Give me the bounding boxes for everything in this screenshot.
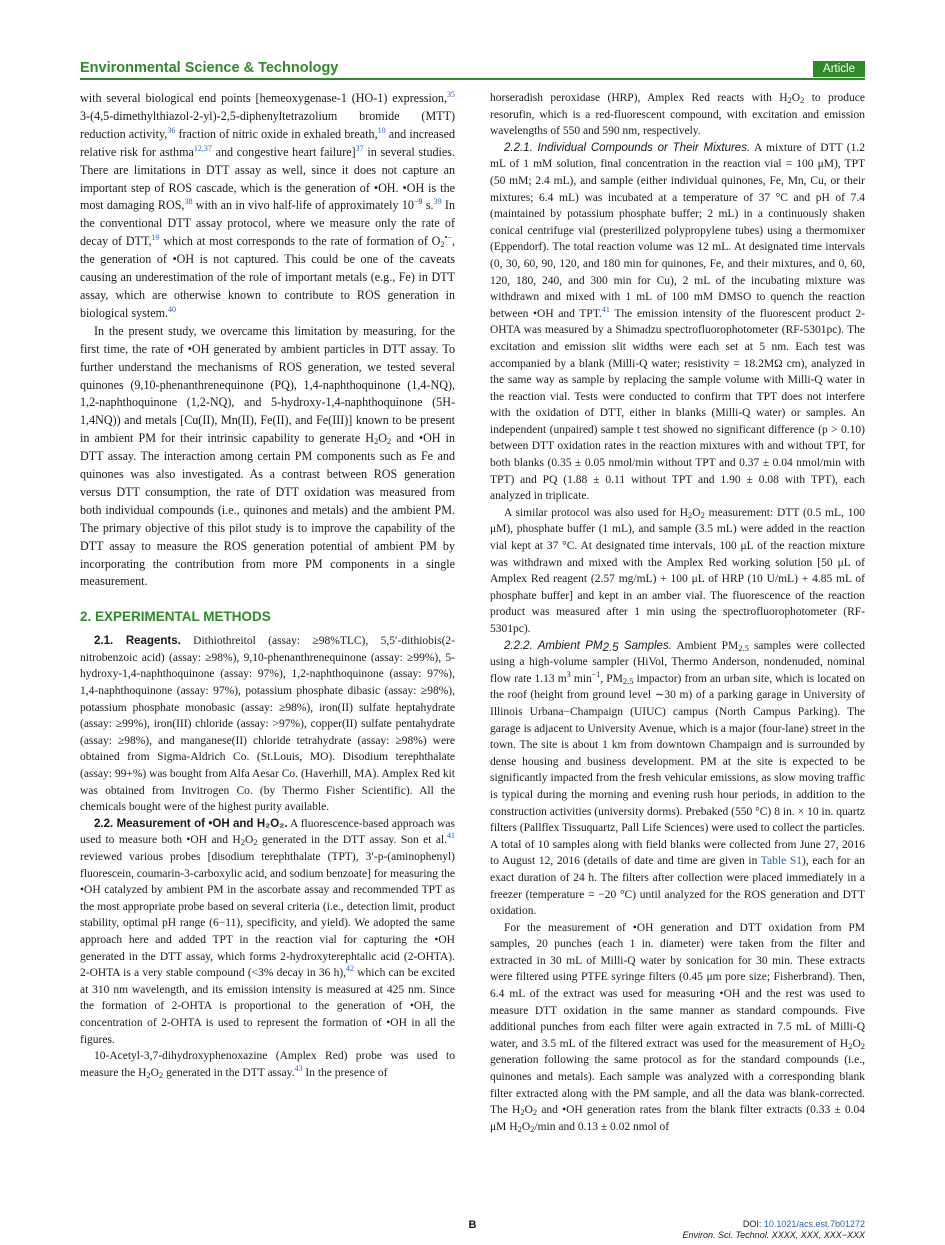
ref-43[interactable]: 43	[294, 1063, 303, 1073]
journal-name[interactable]: Environmental Science & Technology	[80, 60, 339, 76]
left-column	[80, 90, 455, 1081]
amplex-paragraph: 10-Acetyl-3,7-dihydroxyphenoxazine (Amplex Red) probe was used to measure the $H_2O_2$ generated in the DTT assay.$^{43}$ In the presence of	[80, 1050, 455, 1080]
ref-39[interactable]: 39	[433, 197, 442, 207]
ref-37[interactable]: 37	[355, 143, 364, 153]
ref-12-37[interactable]: 12,37	[193, 143, 212, 153]
reagents-paragraph: 2.1. Reagents. Dithiothreitol (assay: ≥98%TLC), 5,5′-dithiobis(2-nitrobenzoic acid) (assay: ≥98%), 9,10-phenanthrenequinone (assay: ≥99%), 5-hydroxy-1,4-naphthoquinone (assay: 97%), 1,2-naphthoquinone (assay: 97%), 1,4-naphthoquinone (assay: 97%), potassium phosphate dibasic (assay: ≥98%), potassium phosphate monobasic (assay: ≥98%), iron(II) sulfate heptahydrate (assay: ≥99%), iron(III) chloride (assay: >97%), copper(II) sulfate pentahydrate (assay: ≥98%), and manganese(II) chloride tetrahydrate (assay: ≥98%) were obtained from Sigma-Aldrich Co. (St.Louis, MO). Disodium terephthalate (assay: 99+%) was bought from Alfa Aesar Co. (Haverhill, MA). Amplex Red kit was obtained from Invitrogen Co. (by Thermo Fisher Scientific). All the chemicals bought were of the highest purity available.	[80, 635, 455, 814]
right-column	[490, 90, 865, 1135]
measurement-paragraph: 2.2. Measurement of •OH and H₂O₂. A fluorescence-based approach was used to measure both •OH and $H_2O_2$ generated in the DTT assay. Son et al.$^{41}$ reviewed various probes [disodium terephthalate (TPT), 3′-p-(aminophenyl) fluorescein, coumarin-3-carboxylic acid, and sodium benzoate] for measuring the •OH catalyzed by ambient PM in the ascorbate assay and recommended TPT as the most appropriate probe based on several criteria (i.e., detection limit, product stability, optimal pH range (6−11), specificity, and yield). We adopted the same approach here and added TPT in the reaction vial for capturing the •OH generated in the DTT assay, which forms 2-hydroxyterephtalic acid (2-OHTA). 2-OHTA is a very stable compound (<3% decay in 36 h),$^{42}$ which can be excited at 310 nm wavelength, and its emission intensity is measured at 425 nm. Since the formation of 2-OHTA is proportional to the generation of •OH, the concentration of 2-OHTA is used to represent the formation of •OH in all the figures.	[80, 817, 455, 1046]
table-s1-link[interactable]: Table S1	[760, 855, 802, 868]
ref-38[interactable]: 38	[184, 197, 193, 207]
doi-link[interactable]: 10.1021/acs.est.7b01272	[763, 1219, 865, 1229]
pm-measurement-paragraph: For the measurement of •OH generation and DTT oxidation from PM samples, 20 punches (each 1 in. diameter) were taken from the filter and extracted in 30 mL of Milli-Q water by sonication for 30 min. These extracts were filtered using PTFE syringe filters (0.45 μm pore size; Fisherbrand). Then, 6.4 mL of the extract was used for measuring •OH and the rest was used to measure DTT oxidation in the same manner as standard compounds. Five additional punches from each filter were again extracted in 7.5 mL of Milli-Q water, and 3.5 mL of the filtered extract was used for the measurement of $H_2O_2$ generation following the same protocol as for the standard compounds (i.e., quinones and metals). Each sample was analyzed with a corresponding blank filter extracted along with the PM sample, and all the data was blank-corrected. The $H_2O_2$ and •OH generation rates from the blank filter extracts (0.33 ± 0.04 μM $H_2O_2/\min$ and 0.13 ± 0.02 nmol of	[490, 921, 865, 1134]
ref-41-b[interactable]: 41	[601, 304, 610, 314]
ref-40[interactable]: 40	[168, 304, 177, 314]
page-header	[80, 60, 865, 78]
ref-36[interactable]: 36	[167, 125, 176, 135]
ref-41[interactable]: 41	[447, 831, 455, 841]
h2o2-protocol-paragraph: A similar protocol was also used for $H_2O_2$ measurement: DTT (0.5 mL, 100 μM), phosphate buffer (1 mL), and sample (3.5 mL) were added in the reaction vial kept at 37 °C. At designated time intervals, 100 μL of the reaction mixture was withdrawn and mixed with the Amplex Red working solution [50 μL of Amplex Red reagent (2.57 mg/mL) + 100 μL of HRP (10 U/mL) + 4.85 mL of phosphate buffer] and kept in an amber vial. The fluorescence of the reaction product was measured after 1 min using the spectrofluorophotometer (RF-5301pc).	[490, 506, 865, 635]
article-badge[interactable]: Article	[813, 61, 865, 77]
ref-35[interactable]: 35	[447, 90, 455, 99]
intro-paragraph-1: with several biological end points [hemeoxygenase-1 (HO-1) expression,$^{35}$ 3-(4,5-dimethylthiazol-2-yl)-2,5-diphenyltetrazolium bromide (MTT) reduction activity,$^{36}$ fraction of nitric oxide in exhaled breath,$^{10}$ and increased relative risk for asthma$^{12,37}$ and congestive heart failure]$^{37}$ in several studies. There are limitations in DTT assay as well, since it does not capture an important step of ROS cascade, which is the generation of •OH. •OH is the most damaging ROS,$^{38}$ with an in vivo half-life of approximately $10^{-9}$ s.$^{39}$ In the conventional DTT assay protocol, where we measure only the rate of decay of DTT,$^{19}$ which at most corresponds to the rate of formation of $O_2^{•-}$, the generation of •OH is not captured. This could be one of the caveats causing an underestimation of the role of important metals (e.g., Fe) in DTT assay, which are otherwise known to contribute to ROS generation in biological system.$^{40}$	[80, 90, 456, 320]
ref-10[interactable]: 10	[377, 125, 386, 135]
ref-42[interactable]: 42	[346, 964, 355, 974]
ambient-pm-paragraph: 2.2.2. Ambient $PM_{2.5}$ Samples. Ambient $PM_{2.5}$ samples were collected using a high-volume sampler (HiVol, Thermo Anderson, nondenuded, nominal flow rate 1.13 $m^3$ $\min^{-1}$, $PM_{2.5}$ impactor) from an urban site, which is located on the roof (height from ground level ∼30 m) of a parking garage in University of Illinois Urbana−Champaign (UIUC) campus (North Campus Parking). The garage is adjacent to University Avenue, which is a major (four-lane) street in the town. The site is about 1 km from downtown Champaign and is surrounded by dense housing and business development. PM at the site is expected to be significantly impacted from the fresh vehicular emissions, as slow moving traffic is typical during the morning and evening rush hour periods, in addition to the construction activities (university dorms). Prebaked (550 °C) 8 in. × 10 in. quartz filters (Pallflex Tissuquartz, Pall Life Sciences) were used to collect the particles. A total of 10 samples along with field blanks were collected from June 27, 2016 to August 12, 2016 (details of date and time are given in Table S1), each for an exact duration of 24 h. The filters after collection were placed immediately in a freezer (temperature = −20 °C) until analyzed for the ROS generation and DTT oxidation.	[490, 639, 866, 918]
section-heading-methods: 2. EXPERIMENTAL METHODS	[80, 609, 271, 625]
hrp-paragraph: horseradish peroxidase (HRP), Amplex Red reacts with $H_2O_2$ to produce resorufin, which is a red-fluorescent compound, with excitation and emission wavelengths of 550 and 590 nm, respectively.	[490, 92, 866, 138]
intro-paragraph-2: In the present study, we overcame this limitation by measuring, for the first time, the rate of •OH generated by ambient particles in DTT assay. To further understand the mechanisms of ROS generation, we tested several quinones (9,10-phenanthrenequinone (PQ), 1,4-naphthoquinone (1,4-NQ), 1,2-naphthoquinone (1,2-NQ), and 5-hydroxy-1,4-naphthoquinone (5H-1,4NQ)) and metals [Cu(II), Mn(II), Fe(II), and Fe(III)] known to be present in ambient PM for their intrinsic capability to generate $H_2O_2$ and •OH in DTT assay. The interaction among certain PM components such as Fe and quinones was also investigated. As a contrast between ROS generation versus DTT consumption, the rate of DTT oxidation was measured from both individual compounds (i.e., quinones and metals) and the ambient PM. The primary objective of this pilot study is to improve the capability of the DTT assay to measure the ROS generation potential of ambient PM by incorporating the contribution from more PM components in a single measurement.	[80, 323, 456, 589]
ref-19[interactable]: 19	[151, 233, 160, 243]
footer-citation: DOI: 10.1021/acs.est.7b01272 Environ. Sci. Technol. XXXX, XXX, XXX−XXX	[682, 1219, 865, 1240]
header-rule	[80, 78, 865, 80]
page-number: B	[468, 1219, 477, 1231]
individual-compounds-paragraph: 2.2.1. Individual Compounds or Their Mixtures. A mixture of DTT (1.2 mL of 1 mM solution, final concentration in the reaction vial = 100 μM), TPT (50 mM; 2.4 mL), and sample (either individual quinones, Fe, Mn, Cu, or their mixtures; 6.4 mL) was incubated at a temperature of 37 °C and pH of 7.4 (maintained by potassium phosphate buffer; 2 mL) in a continuously shaken conical centrifuge vial (presterilized polypropylene tubes) using a thermomixer (Eppendorf). The total reaction volume was 12 mL. At designated time intervals (0, 30, 60, 90, 120, and 180 min for quinones, Fe, and their mixtures, and 0, 60, 120, 180, 240, and 300 min for Cu), 2 mL of the incubating mixture was withdrawn and mixed with 1 mL of 100 mM DMSO to quench the reaction between •OH and TPT.$^{41}$ The emission intensity of the fluorescent product 2-OHTA was measured by a Shimadzu spectrofluorophotometer (RF-5301pc). The excitation and emission slit widths were each set at 5 nm. Each test was accompanied by a blank (Milli-Q water; resistivity = 18.2MΩ cm), analyzed in the same way as sample by replacing the sample volume with Milli-Q water in the reaction vial. Tests were conducted to confirm that TPT does not interfere with the oxidation of DTT, either in blanks (Milli-Q water) or samples. An independent (unpaired) sample t test showed no significant difference (p > 0.10) between DTT oxidation rates in the reaction mixtures with and without TPT, for both blanks (0.35 ± 0.05 nmol/min without TPT and 0.37 ± 0.04 nmol/min with TPT) and PQ (1.88 ± 0.11 without TPT and 1.90 ± 0.08 with TPT), each analyzed in triplicate.	[490, 141, 865, 503]
